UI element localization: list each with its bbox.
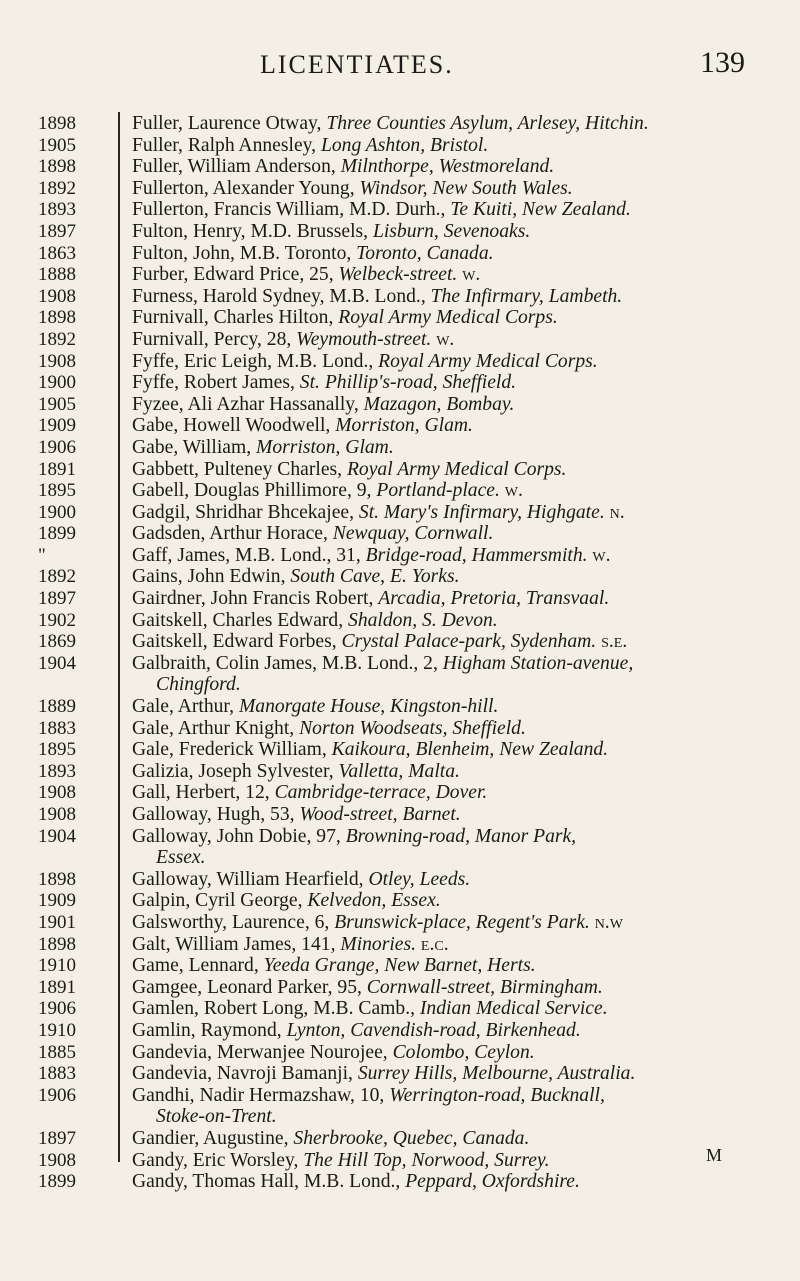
entry-name: Gaitskell, Edward Forbes, bbox=[132, 631, 342, 653]
entry-row bbox=[0, 1171, 800, 1193]
entry-name: Gale, Arthur, bbox=[132, 696, 239, 718]
entry-place: Mazagon, Bombay. bbox=[363, 393, 515, 415]
entry-text bbox=[132, 523, 782, 545]
entry-row bbox=[0, 869, 800, 891]
entry-row bbox=[0, 1020, 800, 1042]
entry-text bbox=[132, 415, 782, 437]
entry-place: Windsor, New South Wales. bbox=[359, 177, 573, 199]
entry-name: Gamlen, Robert Long, M.B. Camb., bbox=[132, 998, 420, 1020]
entry-district: n.w bbox=[589, 911, 623, 933]
entry-row bbox=[0, 372, 800, 394]
entry-year: 1906 bbox=[38, 436, 76, 458]
entry-year: 1889 bbox=[38, 696, 76, 718]
entry-text bbox=[132, 826, 782, 848]
entry-text bbox=[132, 653, 782, 675]
entry-place: Werrington-road, Bucknall, bbox=[389, 1084, 605, 1106]
entry-place: Cambridge-terrace, Dover. bbox=[274, 782, 488, 804]
entry-name: Furnivall, Charles Hilton, bbox=[132, 307, 339, 329]
entry-row bbox=[0, 480, 800, 502]
entry-place: The Hill Top, Norwood, Surrey. bbox=[303, 1149, 550, 1171]
entry-row bbox=[0, 826, 800, 848]
entry-year: 1905 bbox=[38, 134, 76, 156]
entry-text bbox=[132, 610, 782, 632]
entry-year: 1910 bbox=[38, 1019, 76, 1041]
entry-text bbox=[132, 221, 782, 243]
entry-year: 1885 bbox=[38, 1041, 76, 1063]
entry-name: Gabe, William, bbox=[132, 436, 257, 458]
entry-text bbox=[132, 459, 782, 481]
entry-text bbox=[132, 934, 782, 956]
entry-text bbox=[132, 1150, 782, 1172]
entry-text bbox=[132, 631, 782, 653]
entry-year: " bbox=[38, 544, 46, 566]
entry-row bbox=[0, 394, 800, 416]
entry-name: Fyffe, Eric Leigh, M.B. Lond., bbox=[132, 350, 379, 372]
entry-row bbox=[0, 1063, 800, 1085]
entry-place: Milnthorpe, Westmoreland. bbox=[340, 156, 555, 178]
entry-place: Bridge-road, Hammersmith. bbox=[365, 544, 588, 566]
entry-place: Otley, Leeds. bbox=[368, 868, 471, 890]
entry-row bbox=[0, 718, 800, 740]
entry-list bbox=[0, 113, 800, 1193]
entry-place: St. Mary's Infirmary, Highgate. bbox=[358, 501, 605, 523]
entry-row bbox=[0, 804, 800, 826]
entry-year: 1899 bbox=[38, 1171, 76, 1193]
entry-text bbox=[132, 286, 782, 308]
entry-row bbox=[0, 286, 800, 308]
entry-text bbox=[132, 890, 782, 912]
entry-text bbox=[132, 113, 782, 135]
entry-place: Morriston, Glam. bbox=[335, 415, 473, 437]
entry-name: Fuller, Ralph Annesley, bbox=[132, 134, 321, 156]
entry-place: St. Phillip's-road, Sheffield. bbox=[299, 372, 517, 394]
entry-name: Gamgee, Leonard Parker, 95, bbox=[132, 976, 367, 998]
entry-row bbox=[0, 912, 800, 934]
entry-place: Three Counties Asylum, Arlesey, Hitchin. bbox=[326, 113, 649, 134]
entry-place: Royal Army Medical Corps. bbox=[378, 350, 598, 372]
entry-place: Brunswick-place, Regent's Park. bbox=[334, 911, 590, 933]
entry-year: 1897 bbox=[38, 1127, 76, 1149]
page-header bbox=[0, 46, 800, 90]
entry-row bbox=[0, 199, 800, 221]
entry-text bbox=[132, 243, 782, 265]
entry-row bbox=[0, 977, 800, 999]
entry-year: 1901 bbox=[38, 911, 76, 933]
entry-year: 1908 bbox=[38, 1149, 76, 1171]
entry-year: 1893 bbox=[38, 760, 76, 782]
entry-text bbox=[132, 351, 782, 373]
entry-row bbox=[0, 264, 800, 286]
entry-year: 1905 bbox=[38, 393, 76, 415]
entry-text bbox=[132, 566, 782, 588]
entry-year: 1897 bbox=[38, 588, 76, 610]
entry-name: Galbraith, Colin James, M.B. Lond., 2, bbox=[132, 652, 443, 674]
entry-place: Royal Army Medical Corps. bbox=[346, 458, 567, 480]
entry-year: 1908 bbox=[38, 350, 76, 372]
entry-year: 1898 bbox=[38, 868, 76, 890]
entry-text bbox=[132, 1063, 782, 1085]
entry-row bbox=[0, 459, 800, 481]
entry-row bbox=[0, 1085, 800, 1107]
entry-name: Gains, John Edwin, bbox=[132, 566, 291, 588]
entry-name: Gandy, Eric Worsley, bbox=[132, 1149, 304, 1171]
entry-row bbox=[0, 631, 800, 653]
entry-text bbox=[132, 1171, 782, 1193]
entry-name: Gaff, James, M.B. Lond., 31, bbox=[132, 544, 366, 566]
entry-district: s.e. bbox=[596, 631, 628, 653]
entry-place: Minories. bbox=[340, 933, 417, 955]
entry-year: 1897 bbox=[38, 220, 76, 242]
entry-row bbox=[0, 890, 800, 912]
entry-name: Fullerton, Francis William, M.D. Durh., bbox=[132, 199, 451, 221]
entry-year: 1892 bbox=[38, 328, 76, 350]
entry-year: 1904 bbox=[38, 652, 76, 674]
entry-row bbox=[0, 588, 800, 610]
entry-name: Gandhi, Nadir Hermazshaw, 10, bbox=[132, 1084, 390, 1106]
entry-place: Cornwall-street, Birmingham. bbox=[366, 976, 603, 998]
entry-name: Galloway, William Hearfield, bbox=[132, 868, 369, 890]
entry-row bbox=[0, 1150, 800, 1172]
entry-year: 1895 bbox=[38, 480, 76, 502]
entry-text bbox=[132, 394, 782, 416]
entry-place: Indian Medical Service. bbox=[419, 998, 608, 1020]
entry-text bbox=[132, 480, 782, 502]
entry-district: w. bbox=[457, 264, 481, 286]
entry-year: 1909 bbox=[38, 890, 76, 912]
entry-place: Portland-place. bbox=[376, 480, 500, 502]
entry-row bbox=[0, 329, 800, 351]
entry-year: 1906 bbox=[38, 998, 76, 1020]
entry-place: Valletta, Malta. bbox=[338, 760, 460, 782]
entry-name: Galloway, John Dobie, 97, bbox=[132, 825, 346, 847]
entry-text bbox=[132, 1020, 782, 1042]
entry-text bbox=[132, 696, 782, 718]
entry-year: 1900 bbox=[38, 372, 76, 394]
entry-name: Gale, Arthur Knight, bbox=[132, 717, 300, 739]
entry-name: Fulton, John, M.B. Toronto, bbox=[132, 242, 357, 264]
entry-name: Galpin, Cyril George, bbox=[132, 890, 308, 912]
entry-row bbox=[0, 415, 800, 437]
entry-text bbox=[132, 178, 782, 200]
entry-name: Furness, Harold Sydney, M.B. Lond., bbox=[132, 285, 431, 307]
entry-row bbox=[0, 351, 800, 373]
entry-row bbox=[0, 696, 800, 718]
entry-name: Game, Lennard, bbox=[132, 955, 264, 977]
entry-place: Morriston, Glam. bbox=[256, 436, 394, 458]
entry-text bbox=[132, 1128, 782, 1150]
running-title: LICENTIATES. bbox=[260, 50, 454, 79]
entry-district: w. bbox=[431, 328, 455, 350]
entry-year: 1863 bbox=[38, 242, 76, 264]
entry-place: Surrey Hills, Melbourne, Australia. bbox=[357, 1063, 636, 1085]
signature-mark: M bbox=[706, 1145, 723, 1165]
entry-year: 1908 bbox=[38, 804, 76, 825]
entry-year: 1898 bbox=[38, 156, 76, 178]
entry-place: Welbeck-street. bbox=[338, 264, 458, 286]
entry-row bbox=[0, 610, 800, 632]
entry-place: Colombo, Ceylon. bbox=[392, 1041, 535, 1063]
entry-name: Gall, Herbert, 12, bbox=[132, 782, 275, 804]
entry-name: Furber, Edward Price, 25, bbox=[132, 264, 339, 286]
entry-row bbox=[0, 566, 800, 588]
entry-place: Peppard, Oxfordshire. bbox=[405, 1171, 580, 1193]
entry-text bbox=[132, 869, 782, 891]
entry-place: Browning-road, Manor Park, bbox=[345, 825, 577, 847]
entry-district: w. bbox=[499, 480, 523, 502]
entry-year: 1893 bbox=[38, 199, 76, 221]
entry-place: Shaldon, S. Devon. bbox=[348, 609, 498, 631]
entry-text bbox=[132, 955, 782, 977]
entry-name: Gandevia, Merwanjee Nourojee, bbox=[132, 1041, 393, 1063]
entry-name: Galsworthy, Laurence, 6, bbox=[132, 911, 335, 933]
entry-text bbox=[132, 912, 782, 934]
entry-year: 1898 bbox=[38, 307, 76, 329]
entry-row bbox=[0, 761, 800, 783]
entry-text bbox=[132, 372, 782, 394]
entry-name: Gadgil, Shridhar Bhcekajee, bbox=[132, 501, 359, 523]
entry-place: Lisburn, Sevenoaks. bbox=[372, 220, 531, 242]
entry-text bbox=[132, 998, 782, 1020]
entry-text bbox=[132, 761, 782, 783]
entry-row bbox=[0, 307, 800, 329]
entry-text bbox=[132, 199, 782, 221]
entry-year: 1888 bbox=[38, 264, 76, 286]
entry-year: 1899 bbox=[38, 523, 76, 545]
entry-place: Yeeda Grange, New Barnet, Herts. bbox=[263, 955, 536, 977]
entry-row bbox=[0, 437, 800, 459]
entry-row bbox=[0, 135, 800, 157]
entry-text bbox=[132, 588, 782, 610]
entry-text bbox=[132, 739, 782, 761]
entry-district: w. bbox=[587, 544, 611, 566]
entry-year: 1902 bbox=[38, 609, 76, 631]
entry-name: Fuller, Laurence Otway, bbox=[132, 113, 327, 134]
entry-row bbox=[0, 955, 800, 977]
entry-place: Te Kuiti, New Zealand. bbox=[450, 199, 631, 221]
entry-row bbox=[0, 653, 800, 675]
entry-year: 1908 bbox=[38, 782, 76, 804]
entry-name: Gadsden, Arthur Horace, bbox=[132, 523, 333, 545]
entry-text bbox=[132, 804, 782, 826]
entry-name: Fulton, Henry, M.D. Brussels, bbox=[132, 220, 373, 242]
entry-text bbox=[132, 135, 782, 157]
entry-text bbox=[132, 545, 782, 567]
entry-text bbox=[132, 977, 782, 999]
entry-row bbox=[0, 1042, 800, 1064]
entry-text bbox=[132, 1085, 782, 1107]
entry-year: 1909 bbox=[38, 415, 76, 437]
entry-name: Gairdner, John Francis Robert, bbox=[132, 588, 379, 610]
entry-row bbox=[0, 523, 800, 545]
entry-place: Kaikoura, Blenheim, New Zealand. bbox=[331, 739, 609, 761]
entry-year: 1892 bbox=[38, 177, 76, 199]
entry-name: Gabe, Howell Woodwell, bbox=[132, 415, 336, 437]
entry-text bbox=[132, 156, 782, 178]
entry-row bbox=[0, 113, 800, 135]
entry-text bbox=[132, 1042, 782, 1064]
entry-place: South Cave, E. Yorks. bbox=[290, 566, 460, 588]
entry-year: 1900 bbox=[38, 501, 76, 523]
entry-name: Fyzee, Ali Azhar Hassanally, bbox=[132, 393, 364, 415]
entry-year: 1883 bbox=[38, 1063, 76, 1085]
entry-place: Long Ashton, Bristol. bbox=[320, 134, 489, 156]
entry-row bbox=[0, 998, 800, 1020]
entry-row bbox=[0, 502, 800, 524]
entry-text bbox=[132, 329, 782, 351]
entry-name: Gandier, Augustine, bbox=[132, 1127, 294, 1149]
entry-text bbox=[132, 264, 782, 286]
entry-place: Toronto, Canada. bbox=[356, 242, 494, 264]
entry-place: Higham Station-avenue, bbox=[442, 652, 634, 674]
entry-text bbox=[132, 307, 782, 329]
entry-row bbox=[0, 221, 800, 243]
entry-year: 1898 bbox=[38, 933, 76, 955]
entry-row bbox=[0, 156, 800, 178]
entry-place: Norton Woodseats, Sheffield. bbox=[299, 717, 526, 739]
entry-text bbox=[132, 782, 782, 804]
entry-continuation: Stoke-on-Trent. bbox=[156, 1106, 277, 1128]
entry-district: e.c. bbox=[416, 933, 449, 955]
entry-row bbox=[0, 243, 800, 265]
entry-name: Fullerton, Alexander Young, bbox=[132, 177, 360, 199]
entry-name: Gandy, Thomas Hall, M.B. Lond., bbox=[132, 1171, 406, 1193]
entry-name: Furnivall, Percy, 28, bbox=[132, 328, 297, 350]
entry-name: Fuller, William Anderson, bbox=[132, 156, 341, 178]
entry-place: Wood-street, Barnet. bbox=[299, 804, 461, 825]
entry-continuation: Essex. bbox=[156, 847, 206, 869]
entry-continuation: Chingford. bbox=[156, 674, 241, 696]
entry-name: Gale, Frederick William, bbox=[132, 739, 332, 761]
entry-year: 1895 bbox=[38, 739, 76, 761]
entry-name: Fyffe, Robert James, bbox=[132, 372, 300, 394]
entry-row bbox=[0, 934, 800, 956]
entry-place: Lynton, Cavendish-road, Birkenhead. bbox=[286, 1019, 581, 1041]
entry-row bbox=[0, 178, 800, 200]
entry-name: Galloway, Hugh, 53, bbox=[132, 804, 300, 825]
entry-row bbox=[0, 782, 800, 804]
entry-year: 1892 bbox=[38, 566, 76, 588]
entry-place: Manorgate House, Kingston-hill. bbox=[238, 696, 499, 718]
entry-name: Gamlin, Raymond, bbox=[132, 1019, 287, 1041]
entry-row bbox=[0, 545, 800, 567]
entry-year: 1869 bbox=[38, 631, 76, 653]
entry-year: 1906 bbox=[38, 1084, 76, 1106]
entry-row bbox=[0, 739, 800, 761]
entry-year: 1891 bbox=[38, 976, 76, 998]
entry-year: 1910 bbox=[38, 955, 76, 977]
entry-year: 1898 bbox=[38, 113, 76, 134]
entry-year: 1891 bbox=[38, 458, 76, 480]
entry-place: Newquay, Cornwall. bbox=[332, 523, 494, 545]
entry-place: Arcadia, Pretoria, Transvaal. bbox=[378, 588, 610, 610]
entry-text bbox=[132, 502, 782, 524]
entry-name: Gaitskell, Charles Edward, bbox=[132, 609, 349, 631]
entry-place: Kelvedon, Essex. bbox=[307, 890, 441, 912]
entry-name: Gabell, Douglas Phillimore, 9, bbox=[132, 480, 377, 502]
entry-name: Galt, William James, 141, bbox=[132, 933, 341, 955]
entry-place: The Infirmary, Lambeth. bbox=[430, 285, 623, 307]
entry-place: Crystal Palace-park, Sydenham. bbox=[341, 631, 597, 653]
entry-district: n. bbox=[604, 501, 625, 523]
entry-place: Royal Army Medical Corps. bbox=[338, 307, 558, 329]
page-number: 139 bbox=[700, 46, 745, 79]
entry-name: Gabbett, Pulteney Charles, bbox=[132, 458, 347, 480]
entry-year: 1883 bbox=[38, 717, 76, 739]
entry-place: Sherbrooke, Quebec, Canada. bbox=[293, 1127, 530, 1149]
entry-year: 1908 bbox=[38, 285, 76, 307]
entry-text bbox=[132, 437, 782, 459]
entry-place: Weymouth-street. bbox=[296, 328, 432, 350]
entry-row bbox=[0, 1128, 800, 1150]
entry-text bbox=[132, 718, 782, 740]
entry-year: 1904 bbox=[38, 825, 76, 847]
entry-name: Gandevia, Navroji Bamanji, bbox=[132, 1063, 358, 1085]
entry-name: Galizia, Joseph Sylvester, bbox=[132, 760, 339, 782]
